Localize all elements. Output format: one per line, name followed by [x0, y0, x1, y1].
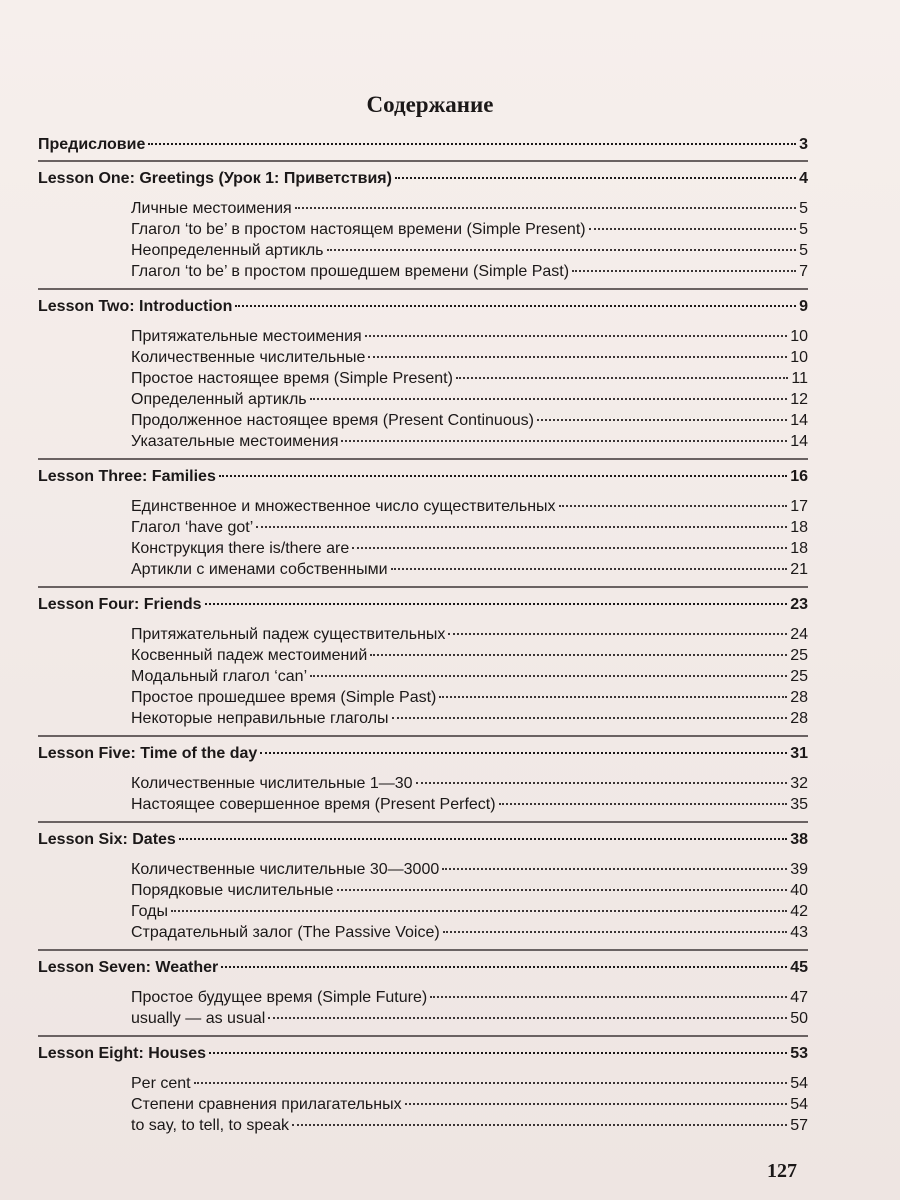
toc-item-row	[131, 645, 808, 666]
toc-item-row	[131, 880, 808, 901]
toc-item-label: Количественные числительные	[131, 349, 366, 366]
toc-item-row	[131, 987, 808, 1008]
toc-item-page: 10	[790, 349, 808, 366]
toc-heading-label: Lesson Three: Families	[38, 468, 216, 485]
toc-item-row	[131, 901, 808, 922]
dot-leader	[295, 207, 796, 209]
dot-leader	[171, 910, 787, 912]
toc-subitems	[38, 855, 808, 949]
toc-item-row	[131, 1094, 808, 1115]
page-title: Содержание	[366, 92, 494, 117]
toc-item-label: Глагол ‘to be’ в простом настоящем времени (Simple Present)	[131, 221, 586, 238]
dot-leader	[442, 868, 787, 870]
toc-item-page: 25	[790, 647, 808, 664]
dot-leader	[352, 547, 787, 549]
toc-item-row	[131, 261, 808, 282]
toc-heading-row	[38, 823, 808, 855]
toc-item-row	[131, 326, 808, 347]
toc-item-row	[131, 794, 808, 815]
toc-item-page: 32	[790, 775, 808, 792]
dot-leader	[416, 782, 788, 784]
toc-item-page: 5	[799, 200, 808, 217]
toc-section	[38, 162, 808, 290]
dot-leader	[456, 377, 788, 379]
toc-item-row	[131, 624, 808, 645]
toc-item-row	[131, 773, 808, 794]
toc-item-row	[131, 219, 808, 240]
toc-heading-label: Lesson Eight: Houses	[38, 1045, 207, 1062]
dot-leader	[221, 966, 787, 968]
toc-item-row	[131, 496, 808, 517]
toc-item-page: 18	[790, 519, 808, 536]
toc-section	[38, 588, 808, 737]
toc-item-label: Притяжательные местоимения	[131, 328, 362, 345]
toc-subitems	[38, 769, 808, 821]
toc-heading-row	[38, 737, 808, 769]
toc-item-label: Неопределенный артикль	[131, 242, 324, 259]
dot-leader	[310, 675, 787, 677]
toc-item-page: 43	[790, 924, 808, 941]
page-number: 127	[767, 1160, 797, 1182]
toc-heading-page: 45	[790, 959, 808, 976]
toc-item-label: Конструкция there is/there are	[131, 540, 350, 557]
toc-item-label: Настоящее совершенное время (Present Perfect)	[131, 796, 496, 813]
dot-leader	[448, 633, 787, 635]
toc-heading-label: Lesson One: Greetings (Урок 1: Приветствия)	[38, 170, 392, 187]
toc-item-label: Страдательный залог (The Passive Voice)	[131, 924, 440, 941]
toc-heading-row	[38, 162, 808, 194]
toc-item-page: 7	[799, 263, 808, 280]
toc-subitems	[38, 620, 808, 735]
toc-item-page: 50	[790, 1010, 808, 1027]
toc-item-label: Косвенный падеж местоимений	[131, 647, 368, 664]
dot-leader	[405, 1103, 788, 1105]
dot-leader	[439, 696, 787, 698]
toc-heading-row	[38, 460, 808, 492]
toc-item-label: Определенный артикль	[131, 391, 307, 408]
toc-item-label: Модальный глагол ‘can’	[131, 668, 308, 685]
dot-leader	[337, 889, 788, 891]
toc-item-row	[131, 1115, 808, 1136]
toc-item-row	[131, 538, 808, 559]
toc-item-page: 24	[790, 626, 808, 643]
toc-item-label: Количественные числительные 1—30	[131, 775, 413, 792]
dot-leader	[256, 526, 787, 528]
toc-item-page: 42	[790, 903, 808, 920]
toc-item-page: 28	[790, 689, 808, 706]
toc-section	[38, 823, 808, 951]
toc-item-row	[131, 1008, 808, 1029]
toc-heading-page: 31	[790, 745, 808, 762]
dot-leader	[430, 996, 787, 998]
toc-item-row	[131, 347, 808, 368]
toc-item-label: Порядковые числительные	[131, 882, 334, 899]
toc-subitems	[38, 983, 808, 1035]
toc-item-page: 28	[790, 710, 808, 727]
toc-item-page: 47	[790, 989, 808, 1006]
toc-item-row	[131, 368, 808, 389]
toc-item-row	[131, 240, 808, 261]
toc-heading-row	[38, 1037, 808, 1069]
toc-item-label: Продолженное настоящее время (Present Continuous)	[131, 412, 534, 429]
toc-item-page: 14	[790, 412, 808, 429]
toc-heading-label: Lesson Seven: Weather	[38, 959, 219, 976]
toc-item-row	[131, 708, 808, 729]
toc-item-page: 25	[790, 668, 808, 685]
dot-leader	[235, 305, 796, 307]
toc-item-page: 21	[790, 561, 808, 578]
toc-item-row	[131, 410, 808, 431]
dot-leader	[443, 931, 788, 933]
toc-item-label: Простое настоящее время (Simple Present)	[131, 370, 453, 387]
toc-section	[38, 737, 808, 823]
toc-item-label: usually — as usual	[131, 1010, 266, 1027]
toc-item-row	[131, 198, 808, 219]
toc-item-page: 12	[790, 391, 808, 408]
toc-item-label: Степени сравнения прилагательных	[131, 1096, 402, 1113]
dot-leader	[537, 419, 787, 421]
toc-item-row	[131, 517, 808, 538]
toc-heading-page: 16	[790, 468, 808, 485]
toc-item-label: Глагол ‘to be’ в простом прошедшем времени (Simple Past)	[131, 263, 570, 280]
toc-heading-row	[38, 951, 808, 983]
toc-subitems	[38, 492, 808, 586]
toc-item-row	[131, 431, 808, 452]
toc-heading-row	[38, 588, 808, 620]
toc-item-page: 18	[790, 540, 808, 557]
dot-leader	[341, 440, 787, 442]
toc-item-label: Притяжательный падеж существительных	[131, 626, 446, 643]
toc-subitems	[38, 194, 808, 288]
toc-item-label: Простое прошедшее время (Simple Past)	[131, 689, 437, 706]
toc-item-page: 5	[799, 221, 808, 238]
toc-heading-page: 38	[790, 831, 808, 848]
toc-item-row	[131, 922, 808, 943]
toc-item-page: 14	[790, 433, 808, 450]
dot-leader	[499, 803, 788, 805]
toc-heading-page: 53	[790, 1045, 808, 1062]
toc-item-page: 54	[790, 1096, 808, 1113]
toc-section	[38, 460, 808, 588]
toc-item-page: 54	[790, 1075, 808, 1092]
toc-item-row	[131, 666, 808, 687]
dot-leader	[395, 177, 796, 179]
toc-item-page: 10	[790, 328, 808, 345]
dot-leader	[268, 1017, 787, 1019]
toc-section	[38, 128, 808, 162]
toc-item-page: 40	[790, 882, 808, 899]
toc-section	[38, 951, 808, 1037]
toc-item-label: Некоторые неправильные глаголы	[131, 710, 389, 727]
toc-item-label: Единственное и множественное число существительных	[131, 498, 556, 515]
dot-leader	[572, 270, 796, 272]
toc-item-label: Годы	[131, 903, 168, 920]
dot-leader	[370, 654, 787, 656]
toc-item-page: 17	[790, 498, 808, 515]
toc-heading-page: 9	[799, 298, 808, 315]
toc-item-page: 57	[790, 1117, 808, 1134]
toc-heading-page: 3	[799, 136, 808, 153]
dot-leader	[179, 838, 787, 840]
toc-heading-label: Предисловие	[38, 136, 146, 153]
toc-item-label: Указательные местоимения	[131, 433, 339, 450]
toc-heading-label: Lesson Five: Time of the day	[38, 745, 258, 762]
dot-leader	[292, 1124, 787, 1126]
dot-leader	[219, 475, 787, 477]
dot-leader	[365, 335, 788, 337]
toc-item-label: Количественные числительные 30—3000	[131, 861, 440, 878]
toc-section	[38, 290, 808, 460]
dot-leader	[392, 717, 788, 719]
toc-item-page: 11	[791, 370, 808, 387]
dot-leader	[327, 249, 797, 251]
toc-item-row	[131, 859, 808, 880]
toc-heading-label: Lesson Four: Friends	[38, 596, 202, 613]
toc-heading-label: Lesson Six: Dates	[38, 831, 176, 848]
toc-heading-page: 23	[790, 596, 808, 613]
toc-section	[38, 1037, 808, 1142]
toc-item-row	[131, 389, 808, 410]
toc-item-label: to say, to tell, to speak	[131, 1117, 290, 1134]
dot-leader	[368, 356, 787, 358]
toc-item-row	[131, 559, 808, 580]
dot-leader	[391, 568, 788, 570]
toc-item-page: 5	[799, 242, 808, 259]
table-of-contents	[38, 128, 808, 1142]
toc-subitems	[38, 1069, 808, 1142]
dot-leader	[559, 505, 788, 507]
toc-heading-label: Lesson Two: Introduction	[38, 298, 233, 315]
dot-leader	[589, 228, 797, 230]
toc-heading-row	[38, 128, 808, 160]
toc-heading-row	[38, 290, 808, 322]
toc-item-page: 39	[790, 861, 808, 878]
toc-item-row	[131, 687, 808, 708]
dot-leader	[205, 603, 788, 605]
toc-subitems	[38, 322, 808, 458]
dot-leader	[148, 143, 796, 145]
toc-heading-page: 4	[799, 170, 808, 187]
toc-item-row	[131, 1073, 808, 1094]
toc-item-label: Артикли с именами собственными	[131, 561, 388, 578]
toc-item-label: Простое будущее время (Simple Future)	[131, 989, 428, 1006]
dot-leader	[209, 1052, 787, 1054]
dot-leader	[194, 1082, 788, 1084]
toc-item-label: Per cent	[131, 1075, 191, 1092]
toc-item-label: Глагол ‘have got’	[131, 519, 254, 536]
dot-leader	[260, 752, 787, 754]
dot-leader	[310, 398, 788, 400]
toc-item-label: Личные местоимения	[131, 200, 292, 217]
toc-item-page: 35	[790, 796, 808, 813]
